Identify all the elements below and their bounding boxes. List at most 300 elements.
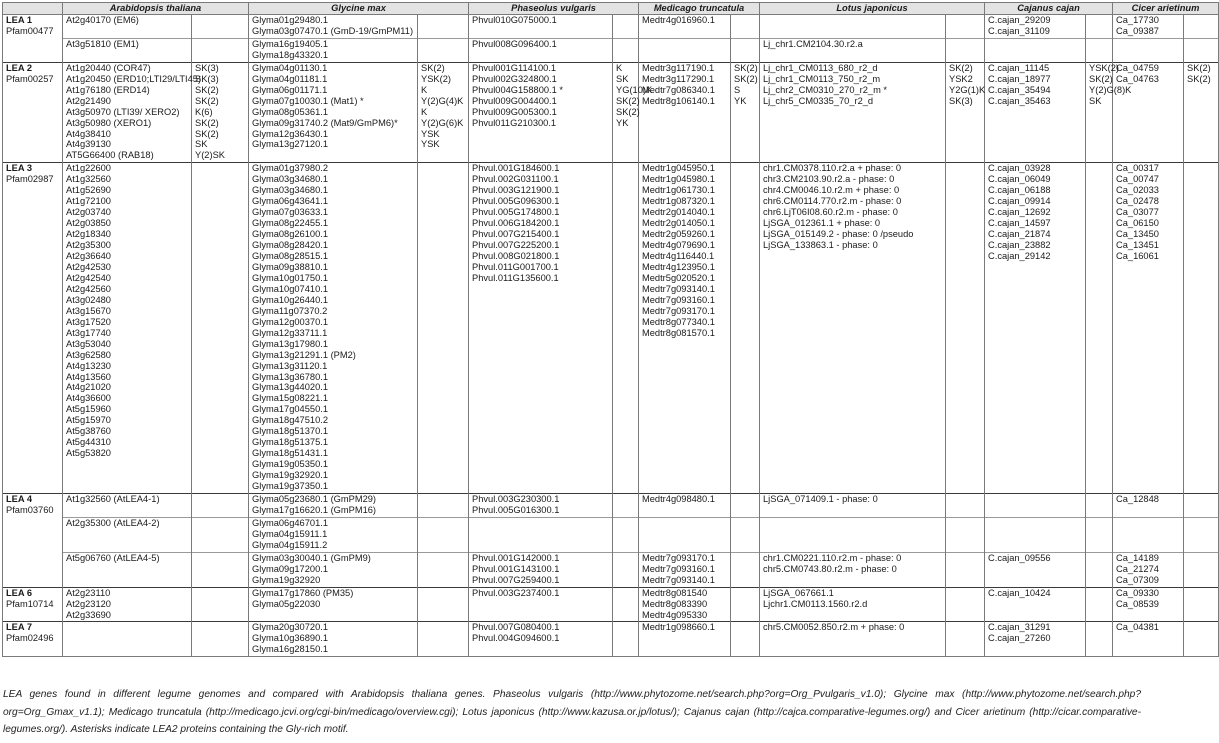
header-phaseolus: Phaseolus vulgaris: [469, 3, 639, 15]
gene-id: Glyma09g38810.1: [252, 261, 328, 272]
gene-id: Glyma19g32920: [252, 574, 321, 585]
gene-id: Glyma08g28515.1: [252, 251, 328, 262]
motif-code: YK: [616, 117, 629, 128]
gene-id: Medtr8g081540: [642, 587, 708, 598]
glycine-motif-cell: [418, 163, 469, 494]
gene-id: LjSGA_015149.2 - phase: 0 /pseudo: [763, 229, 914, 240]
motif-code: SK: [1089, 95, 1102, 106]
header-cajanus: Cajanus cajan: [985, 3, 1113, 15]
cicer-motif-cell: [1184, 38, 1219, 62]
phaseolus-genes-cell: [469, 552, 613, 587]
gene-id: C.cajan_31109: [988, 25, 1050, 36]
cajanus-motif-cell: [1086, 517, 1113, 552]
table-row: [3, 493, 1219, 517]
gene-id: Glyma18g51370.1: [252, 426, 328, 437]
motif-code: SK(2): [616, 106, 640, 117]
lotus-motif-cell: [946, 493, 985, 517]
lotus-genes-cell: [760, 163, 946, 494]
header-glycine: Glycine max: [249, 3, 469, 15]
header-row: [3, 3, 1219, 15]
gene-id: C.cajan_12692: [988, 207, 1051, 218]
gene-id: chr6.CM0114.770.r2.m - phase: 0: [763, 196, 902, 207]
lotus-motif-cell: [946, 15, 985, 39]
gene-id: Phvul.003G121900.1: [472, 185, 560, 196]
gene-id: chr5.CM0052.850.r2.m + phase: 0: [763, 622, 905, 633]
cajanus-motif-cell: [1086, 62, 1132, 163]
cicer-motif-cell: [1184, 493, 1219, 517]
gene-id: C.cajan_09914: [988, 196, 1051, 207]
gene-id: chr4.CM0046.10.r2.m + phase: 0: [763, 185, 900, 196]
gene-id: At5g15970: [66, 415, 111, 426]
cajanus-motif-cell: [1086, 493, 1113, 517]
gene-id: C.cajan_29209: [988, 15, 1051, 25]
gene-id: Medtr7g093160.1: [642, 294, 715, 305]
cajanus-genes-cell: [985, 493, 1086, 517]
gene-id: Glyma08g05361.1: [252, 106, 328, 117]
gene-id: Glyma12g36430.1: [252, 128, 328, 139]
gene-id: Phvul.001G143100.1: [472, 563, 560, 574]
gene-id: Glyma13g31120.1: [252, 360, 328, 371]
gene-id: Glyma05g23680.1 (GmPM29): [252, 493, 377, 504]
motif-code: YG(10)K: [616, 84, 653, 95]
gene-id: Medtr1g045950.1: [642, 163, 715, 174]
gene-id: Phvul.005G016300.1: [472, 504, 560, 515]
gene-id: At2g23110: [66, 587, 111, 598]
gene-id: At3g02480: [66, 294, 111, 305]
gene-id: Phvul010G075000.1: [472, 15, 557, 25]
gene-id: C.cajan_27260: [988, 633, 1051, 644]
gene-id: chr1.CM0221.110.r2.m - phase: 0: [763, 552, 902, 563]
medicago-genes-cell: [639, 517, 731, 552]
family-pfam: Pfam10714: [6, 598, 54, 609]
cajanus-motif-cell: [1086, 163, 1113, 494]
gene-id: Glyma09g17200.1: [252, 563, 328, 574]
motif-code: Y(2)G(4)K: [421, 95, 464, 106]
motif-code: SK(2): [195, 95, 219, 106]
motif-code: Y(2)G(8)K: [1089, 84, 1132, 95]
gene-id: Glyma17g16620.1 (GmPM16): [252, 504, 377, 515]
cicer-genes-cell: [1113, 622, 1184, 657]
gene-id: At5g53820: [66, 448, 111, 459]
gene-id: At2g40170 (EM6): [66, 15, 139, 25]
cajanus-motif-cell: [1086, 622, 1113, 657]
header-medicago: Medicago truncatula: [639, 3, 760, 15]
gene-id: Glyma19g05350.1: [252, 459, 328, 470]
gene-id: Medtr5g020520.1: [642, 272, 715, 283]
table-row: [3, 622, 1219, 657]
medicago-genes-cell: [639, 15, 731, 39]
cajanus-genes-cell: [985, 587, 1086, 622]
gene-id: Glyma03g07470.1 (GmD-19/GmPM11): [252, 25, 414, 36]
gene-id: Phvul001G114100.1: [472, 62, 557, 73]
cicer-genes-cell: [1113, 587, 1184, 622]
family-pfam: Pfam02496: [6, 633, 54, 644]
motif-code: SK(3): [195, 62, 219, 73]
gene-id: Phvul.003G237400.1: [472, 587, 560, 598]
gene-id: Glyma10g01750.1: [252, 272, 328, 283]
family-name: LEA 2: [6, 62, 33, 73]
gene-id: At4g13560: [66, 371, 111, 382]
cicer-genes-cell: [1113, 493, 1184, 517]
gene-id: Glyma18g47510.2: [252, 415, 328, 426]
table-row: [3, 38, 1219, 62]
glycine-genes-cell: [249, 622, 418, 657]
cicer-motif-cell: [1184, 552, 1219, 587]
lotus-genes-cell: [760, 552, 946, 587]
motif-code: YSK(2): [421, 73, 451, 84]
gene-id: At2g42530: [66, 261, 111, 272]
arabidopsis-motif-cell: [192, 38, 249, 62]
cicer-genes-cell: [1113, 552, 1184, 587]
motif-code: K: [421, 84, 428, 95]
gene-id: Glyma17g04550.1: [252, 404, 328, 415]
gene-id: Glyma05g22030: [252, 598, 321, 609]
motif-code: S: [734, 84, 741, 95]
motif-code: K: [421, 106, 428, 117]
arabidopsis-genes-cell: [63, 163, 192, 494]
cicer-genes-cell: [1113, 517, 1184, 552]
gene-id: LjSGA_012361.1 + phase: 0: [763, 218, 881, 229]
gene-id: At3g15670: [66, 305, 111, 316]
gene-id: At2g18340: [66, 229, 111, 240]
gene-id: At3g51810 (EM1): [66, 38, 139, 49]
gene-id: Medtr3g117290.1: [642, 73, 715, 84]
gene-id: Glyma15g08221.1: [252, 393, 328, 404]
gene-id: Glyma03g34680.1: [252, 185, 328, 196]
gene-id: Ca_09387: [1116, 25, 1159, 36]
gene-id: Phvul002G324800.1: [472, 73, 557, 84]
medicago-motif-cell: [731, 62, 760, 163]
gene-id: Glyma18g43320.1: [252, 49, 328, 60]
gene-id: Medtr4g095330: [642, 609, 708, 620]
cajanus-genes-cell: [985, 62, 1086, 163]
gene-id: AT5G66400 (RAB18): [66, 150, 154, 161]
motif-code: SK(2): [421, 62, 445, 73]
gene-id: At1g20450 (ERD10;LTI29/LTI45): [66, 73, 202, 84]
arabidopsis-genes-cell: [63, 587, 192, 622]
arabidopsis-motif-cell: [192, 517, 249, 552]
lotus-genes-cell: [760, 622, 946, 657]
gene-id: Glyma01g29480.1: [252, 15, 328, 25]
medicago-genes-cell: [639, 163, 731, 494]
motif-code: YSK: [421, 128, 440, 139]
gene-id: Ca_16061: [1116, 251, 1159, 262]
gene-id: Phvul.008G021800.1: [472, 251, 560, 262]
gene-id: Lj_chr1_CM0113_680_r2_d: [763, 62, 878, 73]
gene-id: At2g35300 (AtLEA4-2): [66, 517, 160, 528]
gene-id: At5g38760: [66, 426, 111, 437]
cajanus-genes-cell: [985, 552, 1086, 587]
gene-id: Phvul.007G225200.1: [472, 240, 560, 251]
gene-id: At2g33690: [66, 609, 111, 620]
medicago-motif-cell: [731, 552, 760, 587]
motif-code: K: [616, 62, 623, 73]
arabidopsis-motif-cell: [192, 15, 249, 39]
phaseolus-motif-cell: [613, 15, 639, 39]
arabidopsis-motif-cell: [192, 587, 249, 622]
gene-id: Glyma13g36780.1: [252, 371, 328, 382]
cicer-motif-cell: [1184, 163, 1219, 494]
gene-id: Glyma08g22455.1: [252, 218, 328, 229]
medicago-genes-cell: [639, 38, 731, 62]
gene-id: Phvul.004G094600.1: [472, 633, 560, 644]
cajanus-motif-cell: [1086, 38, 1113, 62]
gene-id: Glyma13g17980.1: [252, 338, 328, 349]
gene-id: Medtr4g079690.1: [642, 240, 715, 251]
motif-code: SK(2): [195, 128, 219, 139]
gene-id: LjSGA_133863.1 - phase: 0: [763, 240, 878, 251]
lotus-genes-cell: [760, 517, 946, 552]
gene-id: Ca_07309: [1116, 574, 1159, 585]
gene-id: Medtr4g016960.1: [642, 15, 715, 25]
gene-id: Medtr1g098660.1: [642, 622, 715, 633]
gene-id: Phvul011G210300.1: [472, 117, 557, 128]
phaseolus-genes-cell: [469, 38, 613, 62]
arabidopsis-genes-cell: [63, 552, 192, 587]
gene-id: At4g39130: [66, 139, 111, 150]
gene-id: At5g44310: [66, 437, 111, 448]
arabidopsis-motif-cell: [192, 493, 249, 517]
gene-id: Glyma01g37980.2: [252, 163, 328, 174]
family-name: LEA 1: [6, 15, 33, 25]
motif-code: SK(2): [195, 117, 219, 128]
phaseolus-motif-cell: [613, 587, 639, 622]
medicago-motif-cell: [731, 517, 760, 552]
gene-id: chr6.LjT06I08.60.r2.m - phase: 0: [763, 207, 898, 218]
lotus-genes-cell: [760, 38, 946, 62]
gene-id: At2g42560: [66, 283, 111, 294]
family-pfam: Pfam02987: [6, 174, 54, 185]
lotus-genes-cell: [760, 493, 946, 517]
motif-code: SK(2): [1187, 62, 1211, 73]
glycine-motif-cell: [418, 622, 469, 657]
gene-id: Medtr8g081570.1: [642, 327, 715, 338]
phaseolus-genes-cell: [469, 163, 613, 494]
family-cell: [3, 15, 63, 63]
gene-id: C.cajan_35463: [988, 95, 1051, 106]
gene-id: Glyma16g28150.1: [252, 644, 328, 655]
lea-gene-table: [2, 2, 1219, 657]
motif-code: SK(2): [1187, 73, 1211, 84]
cajanus-motif-cell: [1086, 552, 1113, 587]
table-row: [3, 15, 1219, 39]
gene-id: Medtr7g086340.1: [642, 84, 715, 95]
table-row: [3, 62, 1219, 163]
cicer-motif-cell: [1184, 517, 1219, 552]
gene-id: C.cajan_06049: [988, 174, 1051, 185]
gene-id: Glyma18g51431.1: [252, 448, 328, 459]
family-cell: [3, 62, 63, 163]
header-arabidopsis: Arabidopsis thaliana: [63, 3, 249, 15]
gene-id: Ca_04759: [1116, 62, 1159, 73]
glycine-motif-cell: [418, 587, 469, 622]
gene-id: Phvul.006G184200.1: [472, 218, 560, 229]
gene-id: C.cajan_29142: [988, 251, 1051, 262]
gene-id: Glyma12g00370.1: [252, 316, 328, 327]
gene-id: Phvul.001G142000.1: [472, 552, 560, 563]
family-cell: [3, 622, 63, 657]
gene-id: Glyma13g44020.1: [252, 382, 328, 393]
cicer-motif-cell: [1184, 62, 1219, 163]
gene-id: Phvul009G005300.1: [472, 106, 557, 117]
family-pfam: Pfam00257: [6, 73, 54, 84]
phaseolus-genes-cell: [469, 587, 613, 622]
gene-id: At1g72100: [66, 196, 111, 207]
gene-id: Glyma09g31740.2 (Mat9/GmPM6)*: [252, 117, 398, 128]
gene-id: At2g03740: [66, 207, 111, 218]
lotus-motif-cell: [946, 587, 985, 622]
gene-id: Glyma18g51375.1: [252, 437, 328, 448]
gene-id: Phvul.005G096300.1: [472, 196, 560, 207]
glycine-motif-cell: [418, 62, 469, 163]
gene-id: Glyma17g17860 (PM35): [252, 587, 354, 598]
gene-id: C.cajan_03928: [988, 163, 1051, 174]
glycine-genes-cell: [249, 587, 418, 622]
gene-id: Glyma07g10030.1 (Mat1) *: [252, 95, 364, 106]
lotus-motif-cell: [946, 622, 985, 657]
gene-id: Medtr7g093170.1: [642, 305, 715, 316]
gene-id: Ca_12848: [1116, 493, 1159, 504]
gene-id: Phvul009G004400.1: [472, 95, 557, 106]
gene-id: Glyma20g30720.1: [252, 622, 328, 633]
gene-id: At1g32560: [66, 174, 111, 185]
phaseolus-genes-cell: [469, 15, 613, 39]
gene-id: C.cajan_31291: [988, 622, 1051, 633]
gene-id: chr3.CM2103.90.r2.a - phase: 0: [763, 174, 895, 185]
gene-id: C.cajan_21874: [988, 229, 1051, 240]
cajanus-genes-cell: [985, 163, 1086, 494]
table-row: [3, 163, 1219, 494]
cajanus-genes-cell: [985, 15, 1086, 39]
glycine-motif-cell: [418, 15, 469, 39]
phaseolus-motif-cell: [613, 38, 639, 62]
motif-code: YSK: [421, 139, 440, 150]
motif-code: YSK(2): [1089, 62, 1119, 73]
gene-id: Medtr7g093140.1: [642, 574, 715, 585]
gene-id: At2g21490: [66, 95, 111, 106]
gene-id: Glyma19g32920.1: [252, 470, 328, 481]
gene-id: Glyma08g28420.1: [252, 240, 328, 251]
glycine-genes-cell: [249, 62, 418, 163]
gene-id: C.cajan_18977: [988, 73, 1051, 84]
lotus-motif-cell: [946, 517, 985, 552]
medicago-genes-cell: [639, 552, 731, 587]
gene-id: At5g06760 (AtLEA4-5): [66, 552, 160, 563]
motif-code: Y(2)SK: [195, 150, 225, 161]
medicago-genes-cell: [639, 587, 731, 622]
motif-code: YK: [734, 95, 747, 106]
cajanus-genes-cell: [985, 622, 1086, 657]
lotus-genes-cell: [760, 15, 946, 39]
family-name: LEA 6: [6, 587, 33, 598]
glycine-genes-cell: [249, 38, 418, 62]
phaseolus-motif-cell: [613, 493, 639, 517]
gene-id: At1g52690: [66, 185, 111, 196]
gene-id: Glyma19g37350.1: [252, 481, 328, 492]
gene-id: Phvul004G158800.1 *: [472, 84, 563, 95]
gene-id: Phvul008G096400.1: [472, 38, 557, 49]
glycine-motif-cell: [418, 552, 469, 587]
gene-id: Medtr4g123950.1: [642, 261, 715, 272]
gene-id: At5g15960: [66, 404, 111, 415]
gene-id: At1g76180 (ERD14): [66, 84, 150, 95]
arabidopsis-motif-cell: [192, 163, 249, 494]
gene-id: Phvul.011G135600.1: [472, 272, 559, 283]
gene-id: Glyma03g30040.1 (GmPM9): [252, 552, 371, 563]
motif-code: YSK2: [949, 73, 973, 84]
gene-id: C.cajan_35494: [988, 84, 1051, 95]
gene-id: Medtr2g014050.1: [642, 218, 715, 229]
gene-id: At4g13230: [66, 360, 111, 371]
header-family: [3, 3, 63, 15]
glycine-motif-cell: [418, 517, 469, 552]
gene-id: Medtr2g014040.1: [642, 207, 715, 218]
medicago-motif-cell: [731, 38, 760, 62]
medicago-genes-cell: [639, 622, 731, 657]
arabidopsis-genes-cell: [63, 493, 192, 517]
gene-id: Glyma13g27120.1: [252, 139, 328, 150]
medicago-motif-cell: [731, 587, 760, 622]
gene-id: Medtr3g117190.1: [642, 62, 715, 73]
gene-id: At3g50980 (XERO1): [66, 117, 152, 128]
gene-id: Ca_13451: [1116, 240, 1159, 251]
gene-id: Ca_03077: [1116, 207, 1159, 218]
gene-id: Ca_21274: [1116, 563, 1159, 574]
medicago-motif-cell: [731, 15, 760, 39]
gene-id: Medtr4g098480.1: [642, 493, 715, 504]
gene-id: C.cajan_10424: [988, 587, 1051, 598]
motif-code: SK(2): [195, 84, 219, 95]
phaseolus-genes-cell: [469, 622, 613, 657]
gene-id: Medtr7g093140.1: [642, 283, 715, 294]
phaseolus-motif-cell: [613, 622, 639, 657]
medicago-motif-cell: [731, 163, 760, 494]
phaseolus-motif-cell: [613, 517, 639, 552]
table-caption: LEA genes found in different legume genomes and compared with Arabidopsis thaliana genes. Phaseolus vulgaris (http://www.phytozome.net/search.php?org=Org_Pvulgaris_v1.0); Glycine max (http://www.phytozome.net/search.php?org=Org_Gmax_v1.1); Medicago truncatula (http://medicago.jcvi.org/cgi-bin/medicago/overview.cgi); Lotus japonicus (http://www.kazusa.or.jp/lotus/); Cajanus cajan (http://cajca.comparative-legumes.org/) and Cicer arietinum (http://cicar.comparative-legumes.org/). Asterisks indicate LEA2 proteins containing the Gly-rich motif.: [3, 689, 1141, 736]
gene-id: At2g42540: [66, 272, 111, 283]
gene-id: Medtr7g093170.1: [642, 552, 715, 563]
cicer-genes-cell: [1113, 62, 1184, 163]
gene-id: Glyma16g19405.1: [252, 38, 328, 49]
cajanus-motif-cell: [1086, 587, 1113, 622]
cicer-genes-cell: [1113, 163, 1184, 494]
glycine-genes-cell: [249, 517, 418, 552]
gene-id: Ca_14189: [1116, 552, 1159, 563]
arabidopsis-genes-cell: [63, 622, 192, 657]
motif-code: SK: [195, 139, 208, 150]
gene-id: Phvul.005G174800.1: [472, 207, 560, 218]
lotus-genes-cell: [760, 62, 946, 163]
gene-id: Phvul.007G215400.1: [472, 229, 560, 240]
motif-code: SK(2): [616, 95, 640, 106]
gene-id: Glyma06g01171.1: [252, 84, 328, 95]
gene-id: Phvul.007G259400.1: [472, 574, 560, 585]
gene-id: Medtr2g059260.1: [642, 229, 715, 240]
phaseolus-genes-cell: [469, 493, 613, 517]
gene-id: chr5.CM0743.80.r2.m - phase: 0: [763, 563, 897, 574]
gene-id: At3g62580: [66, 349, 111, 360]
gene-id: At4g36600: [66, 393, 111, 404]
motif-code: SK: [616, 73, 629, 84]
motif-code: SK(2): [734, 62, 758, 73]
gene-id: Glyma03g34680.1: [252, 174, 328, 185]
gene-id: Glyma13g21291.1 (PM2): [252, 349, 356, 360]
medicago-motif-cell: [731, 493, 760, 517]
gene-id: Glyma04g01130.1: [252, 62, 328, 73]
gene-id: Glyma11g07370.2: [252, 305, 328, 316]
cicer-genes-cell: [1113, 15, 1184, 39]
glycine-genes-cell: [249, 15, 418, 39]
